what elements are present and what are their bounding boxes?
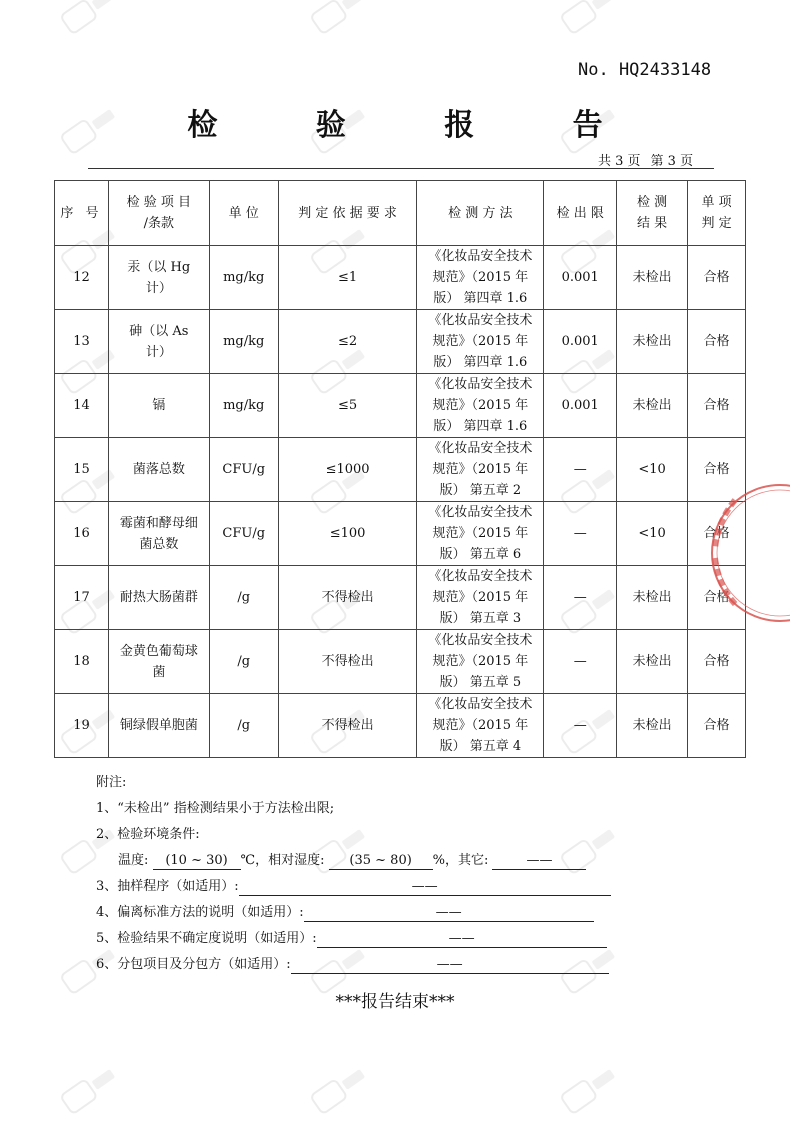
note-1: 1、“未检出” 指检测结果小于方法检出限; [96,801,335,816]
cell-limit [544,630,617,694]
results-table [54,180,746,758]
notes-section [96,770,611,978]
header-verdict-line1: 单 项 [701,195,732,210]
verdict-text: 合格 [703,462,730,477]
method-line2: 规范》（2015 年 [432,462,529,477]
note-5 [96,926,611,952]
header-result-line1: 检 测 [637,195,668,210]
item-line1: 砷（以 As [129,323,189,339]
cell-criteria [278,502,417,566]
cell-criteria [278,374,417,438]
method-line1: 《化妆品安全技术 [428,697,533,712]
item-line1: 霉菌和酵母细 [119,515,198,531]
limit-text: — [573,590,587,605]
method-line3: 版） 第五章 3 [439,611,522,626]
verdict-text: 合格 [703,718,730,733]
cell-limit [544,694,617,758]
cell-result [617,566,688,630]
unit-text: /g [237,590,251,605]
watermark-logo [54,0,126,44]
page-current: 第 3 页 [650,154,694,169]
unit-text: /g [237,718,251,733]
item-line2: 菌 [152,664,166,680]
cell-limit [544,566,617,630]
humidity-value: (35 ~ 80) [329,852,433,870]
temp-label: 温度: [118,853,149,868]
cell-criteria [278,630,417,694]
cell-criteria [278,310,417,374]
method-line3: 版） 第四章 1.6 [433,355,528,370]
verdict-text: 合格 [703,398,730,413]
cell-result [617,694,688,758]
cell-method [417,694,544,758]
criteria-text: 不得检出 [321,590,374,605]
result-text: 未检出 [632,398,672,413]
header-verdict-line2: 判 定 [701,216,732,231]
cell-limit [544,502,617,566]
cell-unit [209,502,278,566]
cell-limit [544,246,617,310]
seq-text: 17 [73,590,90,605]
watermark-logo [554,0,626,44]
item-line1: 金黄色葡萄球 [119,643,198,659]
cell-criteria [278,566,417,630]
unit-text: CFU/g [222,526,266,541]
result-text: 未检出 [632,590,672,605]
criteria-text: 不得检出 [321,718,374,733]
title-divider [88,168,714,169]
other-value: —— [492,852,586,870]
item-line2: 计） [145,344,172,360]
watermark-logo [54,1056,126,1123]
seq-text: 13 [73,334,90,349]
table-row [55,694,746,758]
seq-text: 18 [73,654,90,669]
header-limit: 检 出 限 [544,181,617,246]
method-line2: 规范》（2015 年 [432,590,529,605]
result-text: 未检出 [632,334,672,349]
table-row [55,566,746,630]
method-line1: 《化妆品安全技术 [428,313,533,328]
report-end-marker: ***报告结束*** [335,992,455,1012]
unit-text: mg/kg [223,334,265,349]
seq-text: 15 [73,462,90,477]
cell-method [417,438,544,502]
item-line1: 镉 [152,398,166,413]
header-verdict [688,181,746,246]
verdict-text: 合格 [703,654,730,669]
cell-unit [209,246,278,310]
method-line1: 《化妆品安全技术 [428,569,533,584]
result-text: <10 [638,462,666,477]
cell-seq [55,246,109,310]
cell-unit [209,566,278,630]
cell-verdict [688,374,746,438]
header-method: 检 测 方 法 [417,181,544,246]
cell-method [417,246,544,310]
cell-item [108,502,209,566]
header-result [617,181,688,246]
item-line1: 铜绿假单胞菌 [119,718,198,733]
table-row [55,246,746,310]
criteria-text: 不得检出 [321,654,374,669]
item-line1: 菌落总数 [132,462,185,477]
header-unit: 单 位 [209,181,278,246]
note-5-label: 5、检验结果不确定度说明（如适用）: [96,931,317,946]
cell-method [417,566,544,630]
cell-criteria [278,438,417,502]
method-line3: 版） 第四章 1.6 [433,419,528,434]
header-criteria: 判 定 依 据 要 求 [278,181,417,246]
table-row [55,374,746,438]
result-text: 未检出 [632,654,672,669]
page-total: 共 3 页 [598,154,641,169]
method-line2: 规范》（2015 年 [432,270,529,285]
method-line1: 《化妆品安全技术 [428,441,533,456]
table-row [55,310,746,374]
cell-method [417,310,544,374]
header-item [108,181,209,246]
temp-value: (10 ~ 30) [153,852,241,870]
item-line2: 菌总数 [139,536,179,552]
method-line2: 规范》（2015 年 [432,398,529,413]
cell-limit [544,374,617,438]
cell-verdict [688,694,746,758]
report-title: 检 验 报 告 [187,108,647,143]
cell-seq [55,630,109,694]
cell-seq [55,374,109,438]
note-4-value: —— [304,904,594,922]
cell-unit [209,694,278,758]
note-3-label: 3、抽样程序（如适用）: [96,879,239,894]
note-3 [96,874,611,900]
verdict-text: 合格 [703,334,730,349]
header-item-line2: /条款 [143,216,175,231]
watermark-logo [554,1056,626,1123]
cell-verdict [688,502,746,566]
note-4 [96,900,611,926]
item-line1: 耐热大肠菌群 [119,590,198,605]
cell-verdict [688,310,746,374]
seq-text: 12 [73,270,90,285]
method-line1: 《化妆品安全技术 [428,249,533,264]
result-text: 未检出 [632,270,672,285]
cell-item [108,630,209,694]
watermark-logo [304,0,376,44]
result-text: 未检出 [632,718,672,733]
cell-method [417,502,544,566]
note-2: 2、检验环境条件: [96,827,200,842]
note-6-value: —— [291,956,609,974]
cell-verdict [688,246,746,310]
note-6-label: 6、分包项目及分包方（如适用）: [96,957,291,972]
verdict-text: 合格 [703,526,730,541]
criteria-text: ≤2 [337,334,358,349]
limit-text: — [573,526,587,541]
cell-seq [55,566,109,630]
unit-text: mg/kg [223,270,265,285]
table-header-row [55,181,746,246]
cell-item [108,438,209,502]
cell-result [617,310,688,374]
verdict-text: 合格 [703,590,730,605]
table-row [55,438,746,502]
seq-text: 16 [73,526,90,541]
note-3-value: —— [239,878,611,896]
cell-unit [209,438,278,502]
notes-heading: 附注: [96,775,127,790]
limit-text: — [573,654,587,669]
cell-result [617,438,688,502]
method-line2: 规范》（2015 年 [432,654,529,669]
note-environment [96,848,611,874]
unit-text: /g [237,654,251,669]
table-row [55,630,746,694]
cell-verdict [688,438,746,502]
note-5-value: —— [317,930,607,948]
cell-method [417,630,544,694]
cell-seq [55,694,109,758]
cell-item [108,246,209,310]
cell-verdict [688,630,746,694]
limit-text: — [573,462,587,477]
cell-criteria [278,694,417,758]
humidity-unit: %，其它: [432,853,489,868]
method-line2: 规范》（2015 年 [432,334,529,349]
method-line1: 《化妆品安全技术 [428,505,533,520]
seq-text: 14 [73,398,90,413]
page-indicator [598,150,703,169]
header-seq: 序 号 [55,181,109,246]
item-line1: 汞（以 Hg [127,259,191,275]
temp-unit: ℃，相对湿度: [240,853,325,868]
method-line2: 规范》（2015 年 [432,718,529,733]
cell-unit [209,630,278,694]
cell-unit [209,374,278,438]
cell-seq [55,438,109,502]
cell-result [617,502,688,566]
method-line3: 版） 第五章 5 [439,675,522,690]
watermark-logo [304,1056,376,1123]
method-line1: 《化妆品安全技术 [428,633,533,648]
method-line1: 《化妆品安全技术 [428,377,533,392]
cell-limit [544,438,617,502]
cell-verdict [688,566,746,630]
method-line3: 版） 第四章 1.6 [433,291,528,306]
limit-text: 0.001 [561,398,599,413]
limit-text: — [573,718,587,733]
method-line3: 版） 第五章 6 [439,547,522,562]
unit-text: mg/kg [223,398,265,413]
table-row [55,502,746,566]
cell-result [617,630,688,694]
cell-seq [55,502,109,566]
cell-item [108,310,209,374]
criteria-text: ≤100 [329,526,366,541]
criteria-text: ≤1000 [325,462,370,477]
cell-item [108,694,209,758]
cell-item [108,566,209,630]
unit-text: CFU/g [222,462,266,477]
item-line2: 计） [145,280,172,296]
method-line3: 版） 第五章 2 [439,483,522,498]
limit-text: 0.001 [561,334,599,349]
note-4-label: 4、偏离标准方法的说明（如适用）: [96,905,304,920]
criteria-text: ≤5 [337,398,358,413]
report-number: No. HQ2433148 [578,60,712,80]
limit-text: 0.001 [561,270,599,285]
cell-limit [544,310,617,374]
criteria-text: ≤1 [337,270,358,285]
cell-item [108,374,209,438]
header-item-line1: 检 验 项 目 [126,195,192,210]
result-text: <10 [638,526,666,541]
header-result-line2: 结 果 [637,216,668,231]
seq-text: 19 [73,718,90,733]
cell-criteria [278,246,417,310]
verdict-text: 合格 [703,270,730,285]
cell-result [617,374,688,438]
note-6 [96,952,611,978]
cell-seq [55,310,109,374]
method-line3: 版） 第五章 4 [439,739,522,754]
method-line2: 规范》（2015 年 [432,526,529,541]
cell-unit [209,310,278,374]
cell-method [417,374,544,438]
cell-result [617,246,688,310]
